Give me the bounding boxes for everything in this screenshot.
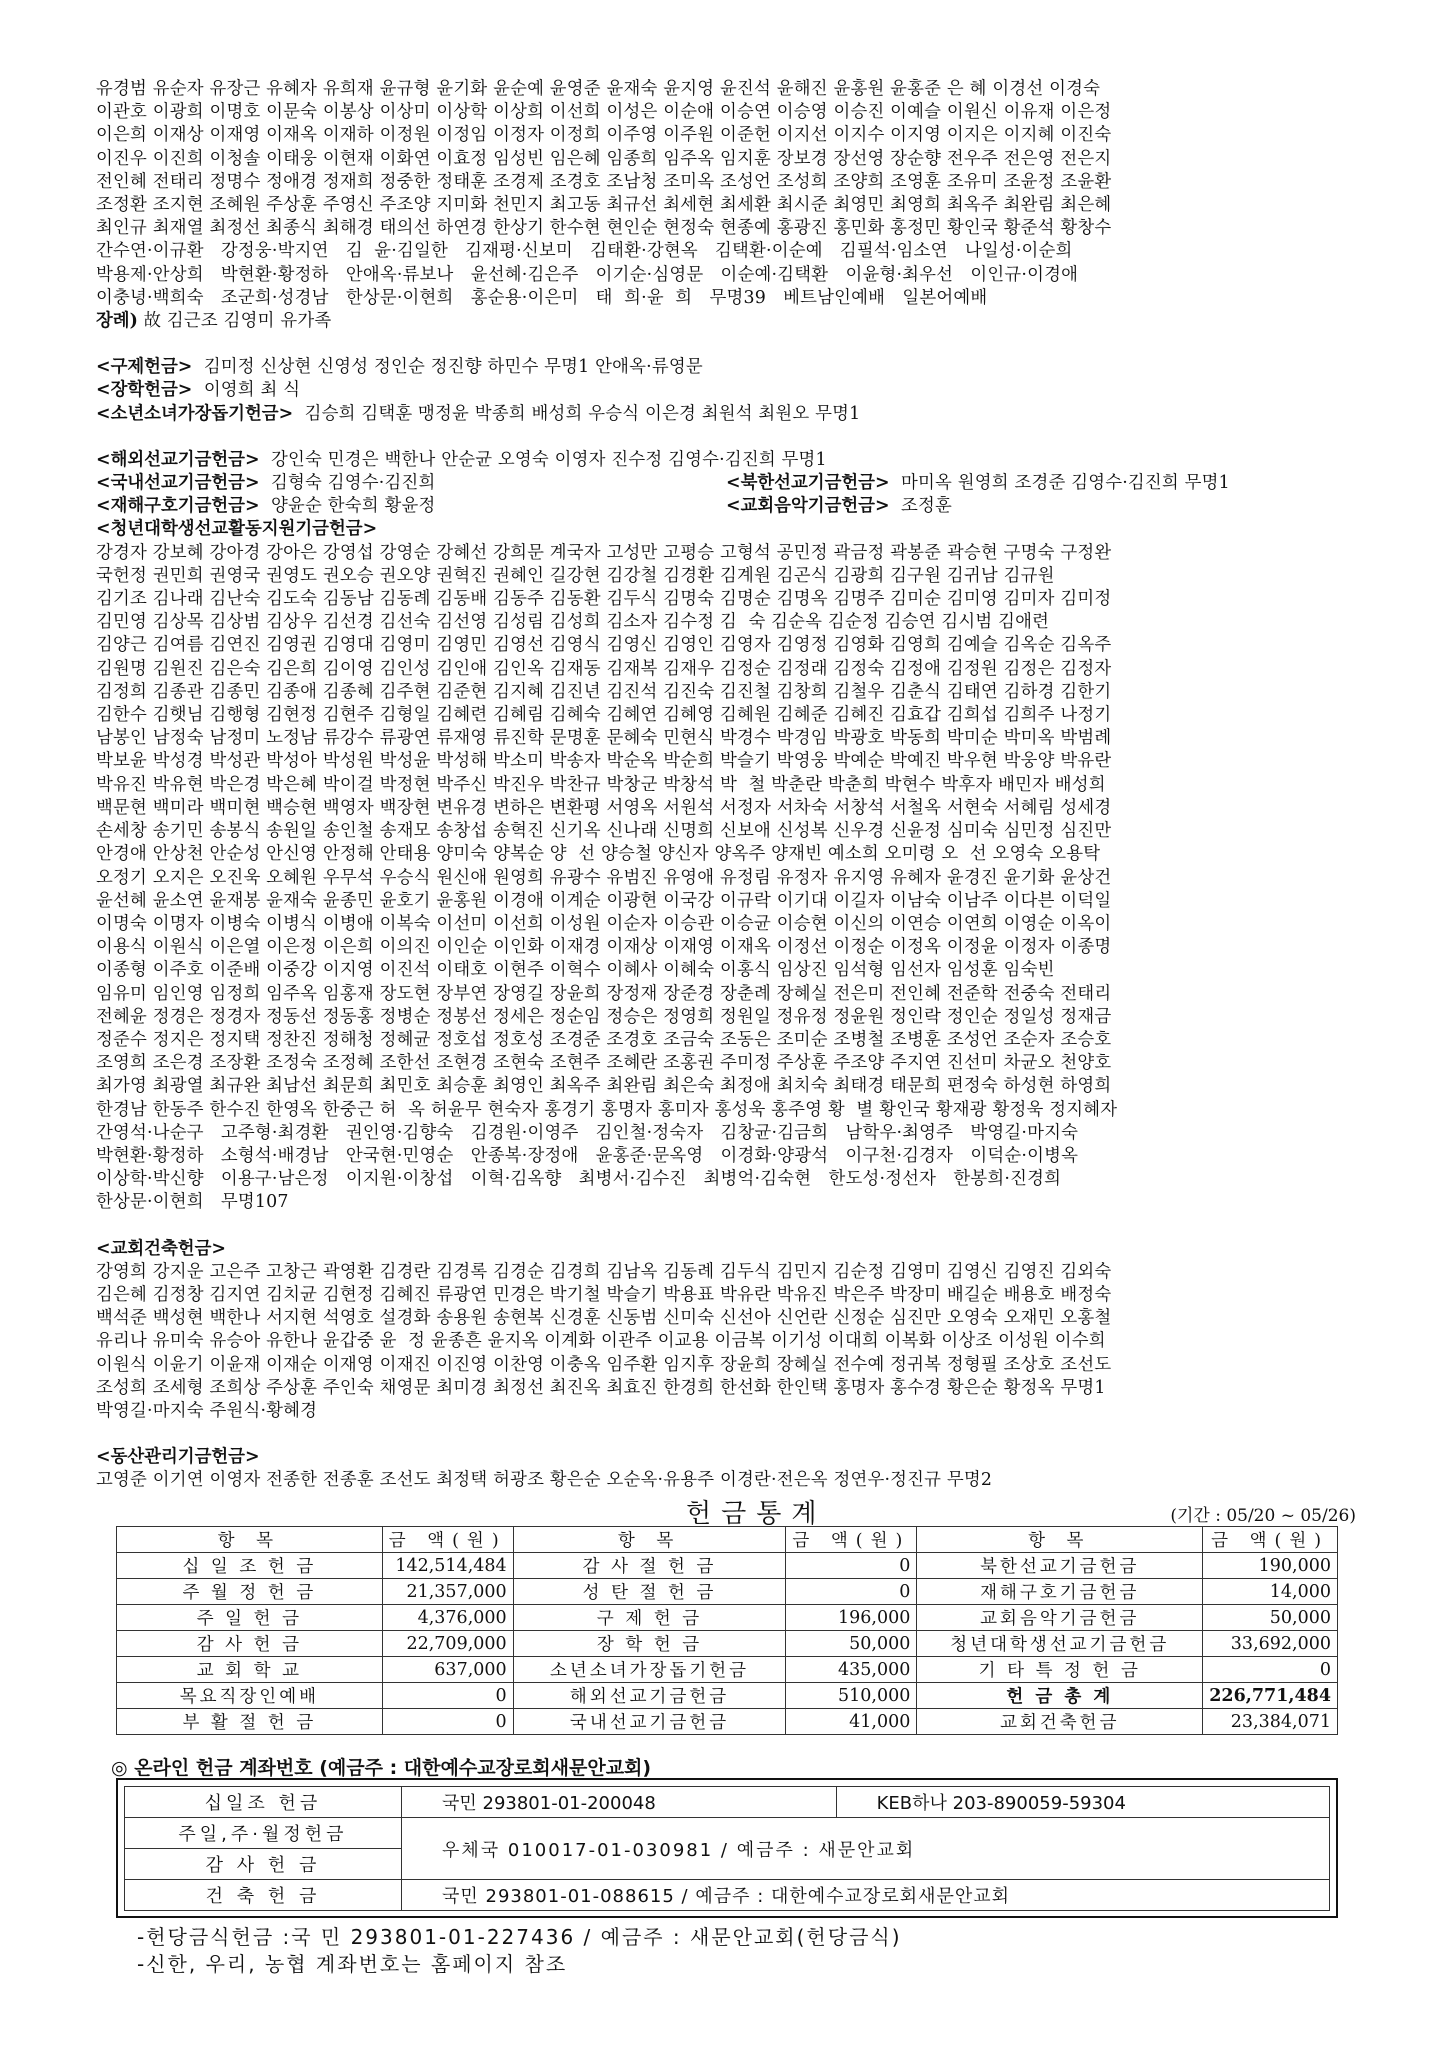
- stats-row: [117, 1605, 1338, 1631]
- stats-period: (기간 : 05/20 ~ 05/26): [1170, 1506, 1356, 1526]
- donor-line: 김양근 김여름 김연진 김영권 김영대 김영미 김영민 김영선 김영식 김영신 김영인 김영자 김영정 김영화 김영희 김예슬 김옥순 김옥주: [96, 635, 1112, 656]
- donor-line: 임유미 임인영 임정희 임주옥 임홍재 장도현 장부연 장영길 장윤희 장정재 장준경 장춘례 장혜실 전은미 전인혜 전준학 전중숙 전태리: [96, 983, 1112, 1004]
- donor-line: 박영길·마지숙 주원식·황혜경: [96, 1400, 318, 1421]
- donor-line: 최인규 최재열 최정선 최종식 최해경 태의선 하연경 한상기 한수현 현인순 현정숙 현종예 홍광진 홍민화 홍정민 황인국 황준석 황창수: [96, 218, 1112, 239]
- stats-item-label: 부 활 절 헌 금: [117, 1709, 383, 1735]
- donor-line: 김은혜 김정창 김지연 김치균 김현정 김혜진 류광연 민경은 박기철 박슬기 박용표 박유란 박유진 박은주 박장미 배길순 배용호 배정숙: [96, 1284, 1112, 1305]
- domestic-north-line: [96, 472, 1356, 495]
- donor-line: 이충녕·백희숙 조군희·성경남 한상문·이현희 홍순용·이은미 태 희·윤 희 무명39 베트남인예배 일본어예배: [96, 287, 988, 308]
- stats-item-amount: 0: [786, 1553, 917, 1579]
- col-amount: 금 액(원): [1203, 1527, 1338, 1553]
- donor-line: 조성희 조세형 조희상 주상훈 주인숙 채영문 최미경 최정선 최진옥 최효진 한경희 한선화 한인택 홍명자 홍수경 황은순 황정옥 무명1: [96, 1377, 1106, 1398]
- building-line: [96, 1238, 1356, 1261]
- note-homepage: -신한, 우리, 농협 계좌번호는 홈페이지 참조: [137, 1952, 568, 1976]
- stats-item-amount: 50,000: [786, 1631, 917, 1657]
- stats-item-label: 재해구호기금헌금: [917, 1579, 1203, 1605]
- property-label: <동산관리기금헌금>: [96, 1447, 260, 1468]
- stats-item-label: 교 회 학 교: [117, 1657, 383, 1683]
- donor-line: 전인혜 전태리 정명수 정애경 정재희 정중한 정태훈 조경제 조경호 조남청 조미옥 조성언 조성희 조양희 조영훈 조유미 조윤정 조윤환: [96, 171, 1112, 192]
- donor-line: 강경자 강보혜 강아경 강아은 강영섭 강영순 강혜선 강희문 계국자 고성만 고평승 고형석 공민정 곽금정 곽봉준 곽승현 구명숙 구정완: [96, 542, 1112, 563]
- stats-item-amount: 190,000: [1203, 1553, 1338, 1579]
- stats-title: 헌금통계: [686, 1499, 827, 1529]
- donor-line: 최가영 최광열 최규완 최남선 최문희 최민호 최승훈 최영인 최옥주 최완림 최은숙 최정애 최치숙 최태경 태문희 편정숙 하성현 하영희: [96, 1076, 1112, 1097]
- campus-line: [96, 518, 1356, 541]
- stats-item-amount: 14,000: [1203, 1579, 1338, 1605]
- stats-item-label: 주 월 정 헌 금: [117, 1579, 383, 1605]
- donor-line: 김정희 김종관 김종민 김종애 김종혜 김주현 김준현 김지혜 김진년 김진석 김진숙 김진철 김창희 김철우 김춘식 김태연 김하경 김한기: [96, 681, 1112, 702]
- stats-item-amount: 0: [382, 1709, 513, 1735]
- donor-line: 윤선혜 윤소연 윤재봉 윤재숙 윤종민 윤호기 윤홍원 이경애 이계순 이광현 이국강 이규락 이기대 이길자 이남숙 이남주 이다븐 이덕일: [96, 890, 1112, 911]
- scholarship-text: 이영희 최 식: [203, 380, 301, 401]
- memorial-line: [96, 310, 1356, 333]
- stats-item-label: 목요직장인예배: [117, 1683, 383, 1709]
- stats-item-label: 장 학 헌 금: [513, 1631, 786, 1657]
- thanks-label: 감 사 헌 금: [125, 1849, 402, 1880]
- stats-item-amount: 33,692,000: [1203, 1631, 1338, 1657]
- account-table: [124, 1786, 1330, 1911]
- property-text: 고영준 이기연 이영자 전종한 전종훈 조선도 최정택 허광조 황은순 오순옥·유용주 이경란·전은옥 정연우·정진규 무명2: [96, 1470, 993, 1491]
- stats-header: [96, 1493, 1356, 1529]
- scholarship-line: [96, 379, 1356, 402]
- stats-item-label: 교회건축헌금: [917, 1709, 1203, 1735]
- domestic-label: <국내선교기금헌금>: [96, 473, 260, 494]
- donor-line: 강영희 강지운 고은주 고창근 곽영환 김경란 김경록 김경순 김경희 김남옥 김동례 김두식 김민지 김순정 김영미 김영신 김영진 김외숙: [96, 1261, 1112, 1282]
- stats-row: [117, 1709, 1338, 1735]
- stats-row: [117, 1631, 1338, 1657]
- donor-line: 국헌정 권민희 권영국 권영도 권오승 권오양 권혁진 권혜인 길강현 김강철 김경환 김계원 김곤식 김광희 김구원 김귀남 김규원: [96, 565, 1055, 586]
- north-text: 마미옥 원영희 조경준 김영수·김진희 무명1: [901, 473, 1230, 494]
- stats-item-label: 소년소녀가장돕기헌금: [513, 1657, 786, 1683]
- stats-item-amount: 637,000: [382, 1657, 513, 1683]
- stats-item-amount: 41,000: [786, 1709, 917, 1735]
- stats-row: [117, 1553, 1338, 1579]
- donor-line: 유경범 유순자 유장근 유혜자 유희재 윤규형 윤기화 윤순예 윤영준 윤재숙 윤지영 윤진석 윤해진 윤홍원 윤홍준 은 혜 이경선 이경숙: [96, 79, 1101, 99]
- donor-line: 김한수 김햇님 김행형 김현정 김현주 김형일 김혜련 김혜림 김혜숙 김혜연 김혜영 김혜원 김혜준 김혜진 김효갑 김희섭 김희주 나정기: [96, 705, 1112, 726]
- stats-item-amount: 0: [382, 1683, 513, 1709]
- youth-head-line: [96, 403, 1356, 426]
- stats-item-amount: 226,771,484: [1203, 1683, 1338, 1709]
- donor-line: 김민영 김상목 김상범 김상우 김선경 김선숙 김선영 김성림 김성희 김소자 김수정 김 숙 김순옥 김순정 김승연 김시범 김애련: [96, 612, 1050, 633]
- donor-line: 이원식 이윤기 이윤재 이재순 이재영 이재진 이진영 이찬영 이충옥 임주환 임지후 장윤희 장혜실 전수예 정귀복 정형필 조상호 조선도: [96, 1354, 1112, 1375]
- north-label: <북한선교기금헌금>: [726, 473, 890, 494]
- donor-line: 이상학·박신향 이용구·남은정 이지원·이창섭 이혁·김옥향 최병서·김수진 최병억·김숙현 한도성·정선자 한봉희·진경희: [96, 1169, 1062, 1190]
- stats-item-amount: 0: [786, 1579, 917, 1605]
- intro-donors: [96, 78, 1356, 310]
- property-line: [96, 1446, 1356, 1469]
- col-item: 항 목: [917, 1527, 1203, 1553]
- stats-item-amount: 196,000: [786, 1605, 917, 1631]
- donor-line: 이종형 이주호 이준배 이중강 이지영 이진석 이태호 이현주 이혁수 이혜사 이혜숙 이홍식 임상진 임석형 임선자 임성훈 임숙빈: [96, 960, 1055, 981]
- donor-line: 손세창 송기민 송봉식 송원일 송인철 송재모 송창섭 송혁진 신기옥 신나래 신명희 신보애 신성복 신우경 신윤정 심미숙 심민정 심진만: [96, 821, 1112, 842]
- account-row: [125, 1818, 1330, 1849]
- stats-item-label: 감 사 절 헌 금: [513, 1553, 786, 1579]
- music-text: 조정훈: [901, 496, 953, 517]
- col-amount: 금 액(원): [786, 1527, 917, 1553]
- donor-line: 조정환 조지현 조혜원 주상훈 주영신 주조양 지미화 천민지 최고동 최규선 최세현 최세환 최시준 최영민 최영희 최옥주 최완림 최은혜: [96, 195, 1112, 216]
- donor-line: 김원명 김원진 김은숙 김은희 김이영 김인성 김인애 김인옥 김재동 김재복 김재우 김정순 김정래 김정숙 김정애 김정원 김정은 김정자: [96, 658, 1112, 679]
- account-row: [125, 1787, 1330, 1818]
- tithe-account-1: 국민 293801-01-200048: [402, 1787, 837, 1818]
- donor-line: 이명숙 이명자 이병숙 이병식 이병애 이복숙 이선미 이선희 이성원 이순자 이승관 이승균 이승현 이신의 이연승 이연희 이영순 이옥이: [96, 913, 1112, 934]
- tithe-account-2: KEB하나 203-890059-59304: [836, 1787, 1329, 1818]
- stats-item-label: 기 타 특 정 헌 금: [917, 1657, 1203, 1683]
- stats-item-label: 해외선교기금헌금: [513, 1683, 786, 1709]
- donor-line: 유리나 유미숙 유승아 유한나 윤갑중 윤 정 윤종흔 윤지옥 이계화 이관주 이교용 이금복 이기성 이대희 이복화 이상조 이성원 이수희: [96, 1331, 1106, 1352]
- stats-item-label: 감 사 헌 금: [117, 1631, 383, 1657]
- weekly-label: 주일,주·월정헌금: [125, 1818, 402, 1849]
- music-label: <교회음악기금헌금>: [726, 496, 890, 517]
- building-label: <교회건축헌금>: [96, 1238, 226, 1259]
- stats-item-amount: 50,000: [1203, 1605, 1338, 1631]
- disaster-text: 양윤순 한숙희 황윤정: [271, 496, 436, 517]
- stats-item-amount: 435,000: [786, 1657, 917, 1683]
- disaster-label: <재해구호기금헌금>: [96, 496, 260, 517]
- donor-line: 한경남 한동주 한수진 한영옥 한중근 허 옥 허윤무 현숙자 홍경기 홍명자 홍미자 홍성욱 홍주영 황 별 황인국 황재광 황정욱 정지혜자: [96, 1099, 1118, 1120]
- donor-line: 김기조 김나래 김난숙 김도숙 김동남 김동례 김동배 김동주 김동환 김두식 김명숙 김명순 김명옥 김명주 김미순 김미영 김미자 김미정: [96, 589, 1112, 610]
- campus-donors: [96, 542, 1356, 1215]
- donor-line: 박유진 박유현 박은경 박은혜 박이걸 박정현 박주신 박진우 박찬규 박창군 박창석 박 철 박춘란 박춘희 박현수 박후자 배민자 배성희: [96, 774, 1106, 795]
- stats-row: [117, 1579, 1338, 1605]
- stats-item-amount: 142,514,484: [382, 1553, 513, 1579]
- stats-table: [116, 1526, 1338, 1735]
- stats-item-amount: 21,357,000: [382, 1579, 513, 1605]
- donor-line: 정준수 정지은 정지택 정찬진 정해청 정혜균 정호섭 정호성 조경준 조경호 조금숙 조동은 조미순 조병철 조병훈 조성언 조순자 조승호: [96, 1029, 1112, 1050]
- donor-line: 박용제·안상희 박현환·황정하 안애옥·류보나 윤선혜·김은주 이기순·심영문 이순예·김택환 이윤형·최우선 이인규·이경애: [96, 264, 1079, 285]
- col-item: 항 목: [117, 1527, 383, 1553]
- donor-line: 이관호 이광희 이명호 이문숙 이봉상 이상미 이상학 이상희 이선희 이성은 이순애 이승연 이승영 이승진 이예슬 이원신 이유재 이은정: [96, 102, 1112, 123]
- donor-line: 이용식 이원식 이은열 이은정 이은희 이의진 이인순 이인화 이재경 이재상 이재영 이재옥 이정선 이정순 이정옥 이정윤 이정자 이종명: [96, 937, 1112, 958]
- donor-line: 이은희 이재상 이재영 이재옥 이재하 이정원 이정임 이정자 이정희 이주영 이주원 이준헌 이지선 이지수 이지영 이지은 이지혜 이진숙: [96, 125, 1112, 146]
- stats-item-label: 교회음악기금헌금: [917, 1605, 1203, 1631]
- tithe-label: 십일조 헌금: [125, 1787, 402, 1818]
- building-account: 국민 293801-01-088615 / 예금주 : 대한예수교장로회새문안교회: [402, 1880, 1330, 1911]
- youth-head-text: 김승희 김택훈 맹정윤 박종희 배성희 우승식 이은경 최원석 최원오 무명1: [304, 403, 861, 424]
- stats-item-label: 북한선교기금헌금: [917, 1553, 1203, 1579]
- memorial-text: 故 김근조 김영미 유가족: [143, 311, 332, 332]
- scholarship-label: <장학헌금>: [96, 380, 193, 401]
- campus-label: <청년대학생선교활동지원기금헌금>: [96, 519, 378, 540]
- building-donors: [96, 1261, 1356, 1423]
- stats-item-label: 헌 금 총 계: [917, 1683, 1203, 1709]
- donor-line: 백문현 백미라 백미현 백승현 백영자 백장현 변유경 변하은 변환평 서영옥 서원석 서정자 서차숙 서창석 서철옥 서현숙 서혜림 성세경: [96, 797, 1112, 818]
- note-dedication: -헌당금식헌금 :국 민 293801-01-227436 / 예금주 : 새문안교회(헌당금식): [137, 1925, 902, 1949]
- col-item: 항 목: [513, 1527, 786, 1553]
- stats-header-row: [117, 1527, 1338, 1553]
- stats-item-amount: 22,709,000: [382, 1631, 513, 1657]
- donor-line: 한상문·이현희 무명107: [96, 1192, 289, 1213]
- building-account-label: 건 축 헌 금: [125, 1880, 402, 1911]
- stats-item-label: 국내선교기금헌금: [513, 1709, 786, 1735]
- stats-item-label: 구 제 헌 금: [513, 1605, 786, 1631]
- donor-line: 백석준 백성현 백한나 서지현 석영호 설경화 송용원 송현복 신경훈 신동범 신미숙 신선아 신언란 신정순 심진만 오영숙 오재민 오홍철: [96, 1308, 1112, 1329]
- stats-item-amount: 510,000: [786, 1683, 917, 1709]
- donor-line: 남봉인 남정숙 남정미 노정남 류강수 류광연 류재영 류진학 문명훈 문혜숙 민현식 박경수 박경임 박광호 박동희 박미순 박미옥 박범례: [96, 728, 1112, 749]
- overseas-line: [96, 449, 1356, 472]
- stats-row: [117, 1657, 1338, 1683]
- stats-item-amount: 4,376,000: [382, 1605, 513, 1631]
- relief-text: 김미정 신상현 신영성 정인순 정진향 하민수 무명1 안애옥·류영문: [203, 357, 703, 378]
- donor-line: 이진우 이진희 이청솔 이태웅 이현재 이화연 이효정 임성빈 임은혜 임종희 임주옥 임지훈 장보경 장선영 장순향 전우주 전은영 전은지: [96, 148, 1112, 169]
- account-row: [125, 1880, 1330, 1911]
- stats-item-label: 청년대학생선교기금헌금: [917, 1631, 1203, 1657]
- stats-row: [117, 1683, 1338, 1709]
- donor-line: 박현환·황정하 소형석·배경남 안국현·민영순 안종복·장정애 윤홍준·문옥영 이경화·양광석 이구천·김경자 이덕순·이병옥: [96, 1145, 1079, 1166]
- disaster-music-line: [96, 495, 1356, 518]
- donor-line: 간수연·이규환 강정웅·박지연 김 윤·김일한 김재평·신보미 김태환·강현옥 김택환·이순예 김필석·임소연 나일성·이순희: [96, 241, 1073, 262]
- donor-line: 조영희 조은경 조장환 조정숙 조정혜 조한선 조현경 조현숙 조현주 조혜란 조홍권 주미정 주상훈 주조양 주지연 진선미 차균오 천양호: [96, 1053, 1112, 1074]
- overseas-label: <해외선교기금헌금>: [96, 449, 260, 470]
- domestic-text: 김형숙 김영수·김진희: [271, 473, 436, 494]
- relief-label: <구제헌금>: [96, 357, 193, 378]
- col-amount: 금 액(원): [382, 1527, 513, 1553]
- stats-item-label: 주 일 헌 금: [117, 1605, 383, 1631]
- donor-line: 안경애 안상천 안순성 안신영 안정해 안태용 양미숙 양복순 양 선 양승철 양신자 양옥주 양재빈 예소희 오미령 오 선 오영숙 오용탁: [96, 844, 1101, 865]
- donor-line: 오정기 오지은 오진욱 오혜원 우무석 우승식 원신애 원영희 유광수 유범진 유영애 유정림 유정자 유지영 유혜자 윤경진 윤기화 윤상건: [96, 867, 1112, 888]
- donor-list: [96, 78, 1356, 1493]
- donor-line: 전혜윤 정경은 정경자 정동선 정동홍 정병순 정봉선 정세은 정순임 정승은 정영희 정원일 정유정 정윤원 정인락 정인순 정일성 정재금: [96, 1006, 1112, 1027]
- relief-line: [96, 356, 1356, 379]
- donor-line: 간영석·나순구 고주형·최경환 권인영·김향숙 김경원·이영주 김인철·정숙자 김창균·김금희 남학우·최영주 박영길·마지숙: [96, 1122, 1079, 1143]
- stats-item-amount: 23,384,071: [1203, 1709, 1338, 1735]
- stats-item-label: 성 탄 절 헌 금: [513, 1579, 786, 1605]
- youth-head-label: <소년소녀가장돕기헌금>: [96, 403, 294, 424]
- stats-item-amount: 0: [1203, 1657, 1338, 1683]
- online-title: ◎ 온라인 헌금 계좌번호 (예금주 : 대한예수교장로회새문안교회): [111, 1757, 652, 1779]
- stats-item-label: 십 일 조 헌 금: [117, 1553, 383, 1579]
- post-account: 우체국 010017-01-030981 / 예금주 : 새문안교회: [402, 1818, 1330, 1880]
- memorial-label: 장례): [96, 311, 138, 332]
- overseas-text: 강인숙 민경은 백한나 안순균 오영숙 이영자 진수정 김영수·김진희 무명1: [271, 449, 827, 470]
- donor-line: 박보윤 박성경 박성관 박성아 박성원 박성윤 박성해 박소미 박송자 박순옥 박순희 박슬기 박영웅 박예순 박예진 박우현 박웅양 박유란: [96, 751, 1112, 772]
